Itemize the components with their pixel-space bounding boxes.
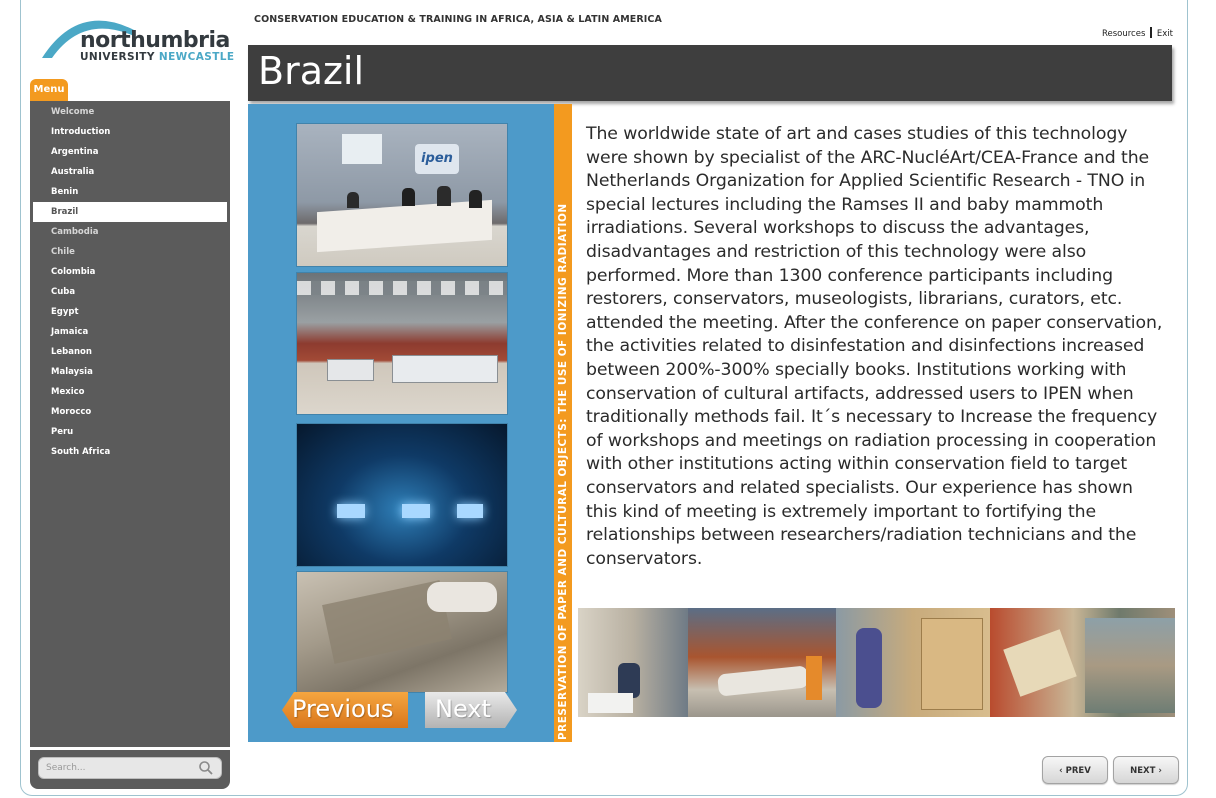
- gallery-photo-damaged-book: [297, 572, 507, 692]
- sidebar-item-lebanon[interactable]: Lebanon: [51, 347, 92, 357]
- sidebar-item-jamaica[interactable]: Jamaica: [51, 327, 89, 337]
- cardboard-boxes: [921, 618, 983, 710]
- next-label: NEXT: [1130, 766, 1156, 776]
- sidebar-item-south-africa[interactable]: South Africa: [51, 447, 111, 457]
- next-page-button[interactable]: [1113, 756, 1179, 784]
- title-bar: [248, 45, 1172, 101]
- northumbria-logo[interactable]: [38, 10, 235, 66]
- sidebar-item-australia[interactable]: Australia: [51, 167, 95, 177]
- worker-figure: [856, 628, 882, 708]
- sidebar-item-cuba[interactable]: Cuba: [51, 287, 76, 297]
- logo-subtitle: UNIVERSITY NEWCASTLE: [80, 51, 235, 63]
- gloved-hand: [427, 582, 497, 612]
- strip-photo-boxes: [836, 608, 990, 717]
- photo-strip: [578, 608, 1175, 717]
- strip-photo-carrying: [688, 608, 836, 717]
- photo-gallery: [248, 104, 554, 742]
- page-title: Brazil: [258, 49, 365, 93]
- glow-source: [402, 504, 430, 518]
- irradiation-unit: [392, 355, 498, 383]
- sidebar-item-malaysia[interactable]: Malaysia: [51, 367, 93, 377]
- search-panel: [30, 750, 230, 789]
- ceiling-lights: [297, 281, 507, 295]
- speaker-figure: [402, 188, 415, 206]
- sidebar-item-cambodia[interactable]: Cambodia: [51, 227, 99, 237]
- previous-photo-button[interactable]: [282, 692, 408, 728]
- menu-tab[interactable]: Menu: [30, 79, 68, 101]
- prev-label: PREV: [1065, 766, 1091, 776]
- white-crate: [588, 693, 633, 713]
- next-photo-button[interactable]: [425, 692, 517, 728]
- speaker-figure: [437, 186, 451, 206]
- speaker-figure: [469, 190, 482, 208]
- top-links: [1102, 27, 1173, 39]
- worker-figure: [806, 656, 822, 700]
- body-text: The worldwide state of art and cases studies of this technology were shown by specialist of the ARC-NucléArt/CEA-France and the Netherlands Organization for Applied Scientific Research - TNO in special lectures including the Ramses II and baby mammoth irradiations. Several workshops to discuss the advantages, disadvantages and restriction of this technology were also performed. More than 1300 conference participants including restorers, conservators, museologists, librarians, curators, etc. attended the meeting. After the conference on paper conservation, the activities related to disinfestation and disinfections increased between 200%-300% specially books. Institutions working with conservation of cultural artifacts, addressed users to IPEN when traditionally methods fail. It´s necessary to Increase the frequency of workshops and meetings on radiation processing in cooperation with other institutions acting within conservation field to target conservators and related specialists. Our experience has shown this kind of meeting is extremely important to fortifying the relationships between researchers/radiation technicians and the conservators.: [586, 124, 1163, 569]
- exit-link[interactable]: Exit: [1156, 29, 1173, 39]
- sidebar-item-colombia[interactable]: Colombia: [51, 267, 96, 277]
- gallery-photo-conference: [297, 124, 507, 266]
- sidebar-item-morocco[interactable]: Morocco: [51, 407, 92, 417]
- speaker-figure: [347, 192, 359, 208]
- chevron-right-icon: ›: [1158, 766, 1162, 776]
- logo-wordmark: northumbria: [80, 28, 230, 53]
- conference-table: [317, 200, 492, 252]
- irradiation-unit: [327, 359, 374, 381]
- projection-screen: [342, 134, 382, 164]
- ipen-sign: ipen: [415, 144, 459, 174]
- sidebar-item-chile[interactable]: Chile: [51, 247, 75, 257]
- glow-source: [337, 504, 365, 518]
- wooden-panel: [1003, 629, 1076, 697]
- sidebar-item-benin[interactable]: Benin: [51, 187, 79, 197]
- gallery-photo-cherenkov-glow: [297, 424, 507, 566]
- link-divider: [1150, 27, 1152, 38]
- sidebar-menu: [30, 101, 230, 747]
- search-input[interactable]: Search...: [38, 757, 222, 779]
- sidebar-item-mexico[interactable]: Mexico: [51, 387, 85, 397]
- sidebar-item-peru[interactable]: Peru: [51, 427, 74, 437]
- sidebar-item-introduction[interactable]: Introduction: [51, 127, 111, 137]
- strip-photo-painting: [990, 608, 1175, 717]
- chevron-left-icon: ‹: [1059, 766, 1063, 776]
- course-title: CONSERVATION EDUCATION & TRAINING IN AFRICA, ASIA & LATIN AMERICA: [254, 14, 662, 25]
- strip-photo-loading: [578, 608, 688, 717]
- wrapped-object: [717, 665, 809, 696]
- glow-source: [457, 504, 483, 518]
- vertical-caption: PRESERVATION OF PAPER AND CULTURAL OBJECTS: THE USE OF IONIZING RADIATION: [557, 203, 569, 740]
- resources-link[interactable]: Resources: [1101, 29, 1146, 39]
- search-icon[interactable]: [198, 760, 214, 776]
- next-label: Next: [435, 695, 491, 723]
- prev-page-button[interactable]: [1042, 756, 1108, 784]
- sidebar-item-brazil[interactable]: Brazil: [33, 202, 227, 222]
- previous-label: Previous: [292, 695, 394, 723]
- gallery-photo-facility: [297, 273, 507, 414]
- mural-painting: [1085, 618, 1175, 713]
- sidebar-item-argentina[interactable]: Argentina: [51, 147, 99, 157]
- sidebar-item-egypt[interactable]: Egypt: [51, 307, 79, 317]
- sidebar-item-welcome[interactable]: Welcome: [51, 107, 95, 117]
